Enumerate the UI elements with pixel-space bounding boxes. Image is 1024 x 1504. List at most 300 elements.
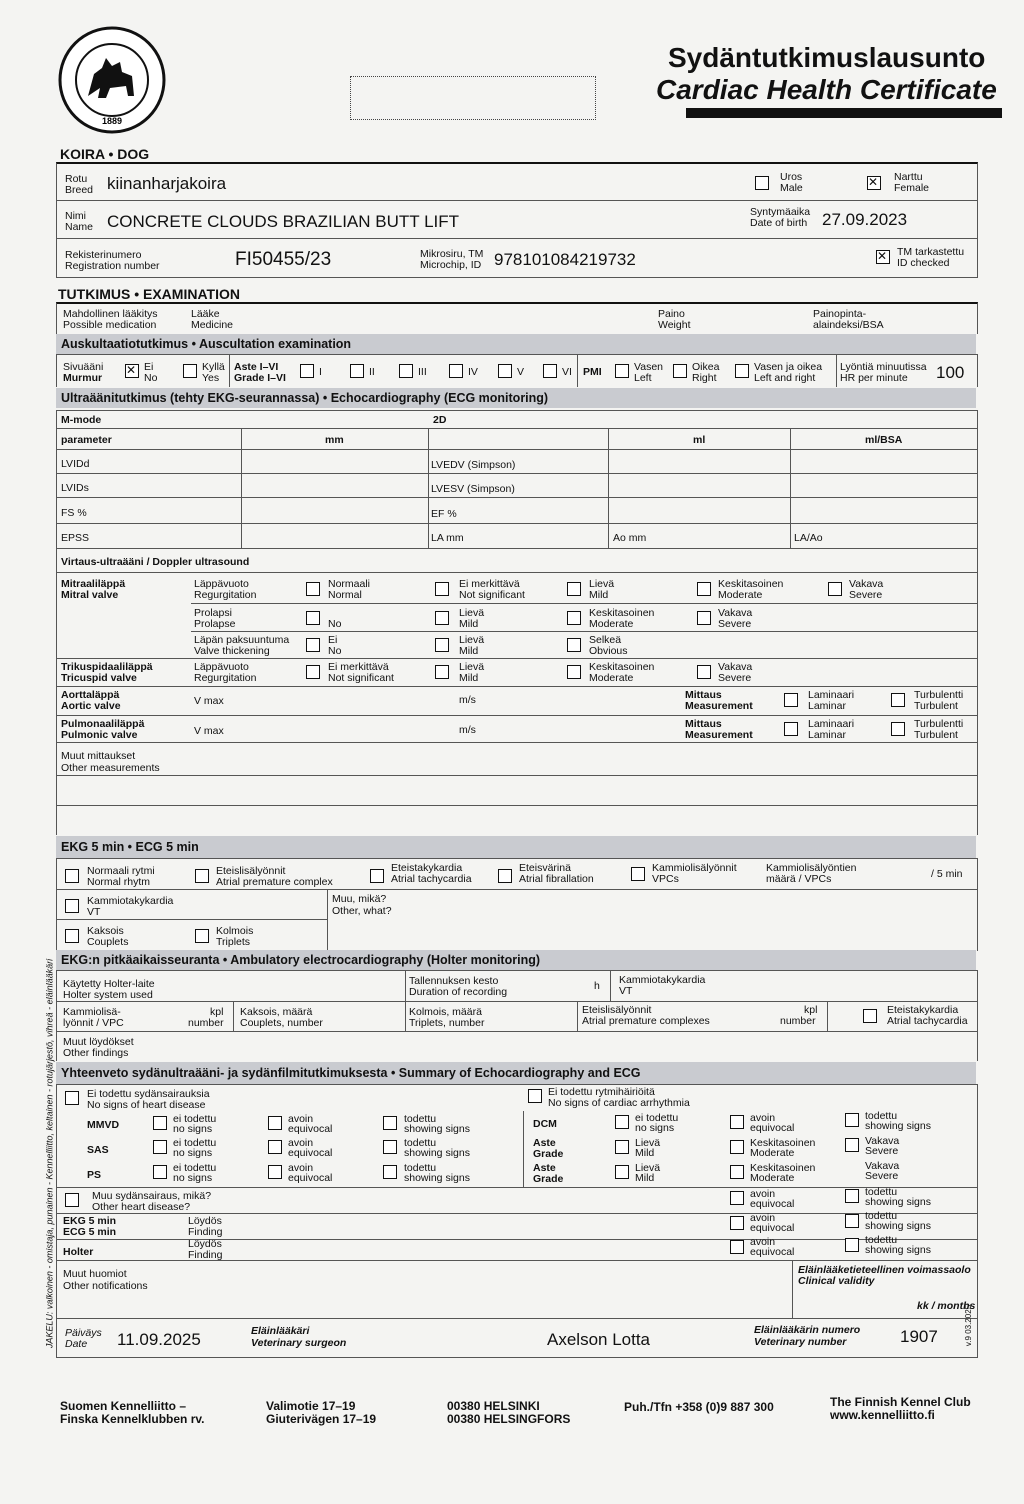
form-label: III [418,366,427,378]
form-label: I [319,366,322,378]
form-label: Laminaari [808,718,855,730]
no-arrhythmia-checkbox[interactable] [528,1089,542,1103]
form-label: Severe [718,672,752,684]
form-label: ml [693,434,706,446]
form-label: mm [325,434,344,446]
form-label: Left and right [754,372,816,384]
form-label: Laminaari [808,689,855,701]
kennel-club-logo [58,26,166,134]
aortic-laminar-checkbox[interactable] [784,693,798,707]
form-label: Lievä [635,1137,661,1149]
tricuspid-moderate-checkbox[interactable] [567,665,581,679]
mmvd-showing-checkbox[interactable] [383,1116,397,1130]
dcm-equivocal-checkbox[interactable] [730,1115,744,1129]
form-label: h [594,980,600,992]
ps-notseen-checkbox[interactable] [153,1165,167,1179]
form-label: Triplets, number [409,1017,485,1029]
form-label: Muut huomiot [63,1268,127,1280]
form-label: Nimi [65,210,86,222]
form-label: Aortic valve [61,700,121,712]
form-label: Löydös [188,1215,222,1227]
doppler-title: Virtaus-ultraääni / Doppler ultrasound [61,556,250,568]
form-label: Mikrosiru, TM [420,248,484,260]
surgeon-value: Axelson Lotta [547,1330,651,1349]
breed-value: kiinanharjakoira [107,174,227,193]
form-label: todettu [865,1234,898,1246]
sas-equivocal-checkbox[interactable] [268,1140,282,1154]
ps-showing-checkbox[interactable] [383,1165,397,1179]
form-label: Left [634,372,652,384]
form-label: Mild [635,1172,655,1184]
dog-row-1 [56,162,978,202]
form-label: Date [65,1338,88,1350]
form-label: Turbulentti [914,689,964,701]
form-label: Measurement [685,729,753,741]
form-label: HR per minute [840,372,908,384]
form-label: todettu [865,1186,898,1198]
form-label: kk / months [917,1300,976,1312]
sas-grade-severe-checkbox[interactable] [845,1138,859,1152]
pulmonic-turbulent-checkbox[interactable] [891,722,905,736]
form-label: Murmur [63,372,103,384]
form-label: kpl [210,1006,224,1018]
mitral-regurg-severe-checkbox[interactable] [828,582,842,596]
form-label: Severe [849,589,883,601]
form-label: Lyöntiä minuutissa [840,361,927,373]
form-label: Measurement [685,700,753,712]
form-label: Prolapse [194,618,236,630]
pulmonic-laminar-checkbox[interactable] [784,722,798,736]
form-label: Vakava [718,661,753,673]
mmvd-notseen-checkbox[interactable] [153,1116,167,1130]
form-label: Ei todettu rytmihäiriöitä [548,1086,655,1098]
holter-equivocal-checkbox[interactable] [730,1240,744,1254]
mitral-regurg-notsig-checkbox[interactable] [435,582,449,596]
sas-notseen-checkbox[interactable] [153,1140,167,1154]
title-rule [686,108,1002,118]
form-label: number [188,1017,224,1029]
ecg-vpc-checkbox[interactable] [631,867,645,881]
form-label: alaindeksi/BSA [813,319,884,331]
form-label: PMI [583,366,602,378]
form-label: Vakava [718,607,753,619]
tricuspid-mild-checkbox[interactable] [435,665,449,679]
form-label: Weight [658,319,691,331]
form-label: Keskitasoinen [589,661,655,673]
form-label: Keskitasoinen [750,1137,816,1149]
form-label: equivocal [288,1123,333,1135]
form-label: LVIDd [61,458,90,470]
form-label: Regurgitation [194,589,257,601]
form-label: Ei merkittävä [459,578,520,590]
form-label: Mild [589,589,609,601]
dog-row-3 [56,238,978,278]
form-label: VPCs [652,873,679,885]
form-label: Female [894,182,930,194]
grade-5-checkbox[interactable] [498,364,512,378]
ecg-apc-checkbox[interactable] [195,869,209,883]
form-label: Oikea [692,361,720,373]
form-label: Läpän paksuuntuma [194,634,290,646]
sas-grade-mild-checkbox[interactable] [615,1140,629,1154]
form-label: Lievä [589,578,615,590]
ps-equivocal-checkbox[interactable] [268,1165,282,1179]
form-label: ECG 5 min [63,1226,117,1238]
ecg-at-checkbox[interactable] [370,869,384,883]
echo-table [56,428,978,549]
form-label: Sivuääni [63,361,104,373]
form-label: Mitraaliläppä [61,578,126,590]
form-label: VT [87,906,101,918]
ecg-header: EKG 5 min • ECG 5 min [56,836,976,858]
form-label: Veterinary number [754,1336,847,1348]
dog-row-2 [56,200,978,239]
form-label: Keskitasoinen [718,578,784,590]
form-label: määrä / VPCs [766,873,832,885]
thickening-mild-checkbox[interactable] [435,638,449,652]
form-label: avoin [750,1188,776,1200]
form-label: Normal rhytm [87,876,151,888]
form-label: Moderate [718,589,763,601]
form-label: Moderate [750,1147,795,1159]
form-label: Kammiolisä- [63,1006,121,1018]
date-value: 11.09.2025 [117,1330,201,1349]
form-label: EF % [431,508,457,520]
tricuspid-severe-checkbox[interactable] [697,665,711,679]
holter-block [56,970,978,1061]
form-label: Päiväys [65,1327,102,1339]
form-label: Aste [533,1162,556,1174]
form-label: Aorttaläppä [61,689,120,701]
form-label: Läppävuoto [194,661,249,673]
form-label: showing signs [865,1244,931,1256]
mitral-regurg-mild-checkbox[interactable] [567,582,581,596]
form-label: todettu [404,1113,437,1125]
form-label: Painopinta- [813,308,867,320]
form-label: Lääke [191,308,220,320]
male-checkbox[interactable] [755,176,769,190]
form-label: Rotu [65,173,88,185]
form-label: Not significant [328,672,394,684]
form-label: Other findings [63,1047,129,1059]
form-label: Registration number [65,260,160,272]
auscultation-header: Auskultaatiotutkimus • Auscultation examination [56,334,976,354]
form-label: Couplets, number [240,1017,323,1029]
form-label: Eteislisälyönnit [582,1004,652,1016]
pmi-left-checkbox[interactable] [615,364,629,378]
aortic-turbulent-checkbox[interactable] [891,693,905,707]
chip-value: 978101084219732 [494,250,636,269]
dcm-showing-checkbox[interactable] [845,1113,859,1127]
ps-grade-moderate-checkbox[interactable] [730,1165,744,1179]
form-label: Eläinlääketieteellinen voimassaolo [798,1264,971,1276]
dcm-notseen-checkbox[interactable] [615,1115,629,1129]
thickening-obvious-checkbox[interactable] [567,638,581,652]
form-label: Atrial premature complex [216,876,333,888]
title-en: Cardiac Health Certificate [656,74,997,105]
form-label: ei todettu [173,1113,217,1125]
grade-6-checkbox[interactable] [543,364,557,378]
form-label: Lievä [459,634,485,646]
form-label: Selkeä [589,634,622,646]
form-label: ei todettu [173,1162,217,1174]
form-label: Kammiotakykardia [87,895,174,907]
form-label: TM tarkastettu [897,246,965,258]
form-label: no signs [173,1123,213,1135]
other-disease-checkbox[interactable] [65,1193,79,1207]
form-label: Couplets [87,936,129,948]
heart-rate-value: 100 [936,363,965,382]
other-equivocal-checkbox[interactable] [730,1191,744,1205]
mmvd-equivocal-checkbox[interactable] [268,1116,282,1130]
form-label: Kyllä [202,361,225,373]
form-label: parameter [61,434,112,446]
form-label: Clinical validity [798,1275,875,1287]
form-label: EPSS [61,532,90,544]
pmi-left-right-checkbox[interactable] [735,364,749,378]
ecg-af-checkbox[interactable] [498,869,512,883]
form-label: Mittaus [685,689,722,701]
form-label: Grade [533,1148,564,1160]
ecg-showing-checkbox[interactable] [845,1214,859,1228]
form-label: avoin [288,1137,314,1149]
form-label: Turbulent [914,729,958,741]
form-label: Löydös [188,1238,222,1250]
murmur-yes-checkbox[interactable] [183,364,197,378]
footer-web[interactable]: www.kennelliitto.fi [830,1408,935,1422]
form-label: LVIDs [61,482,89,494]
form-label: Lievä [459,661,485,673]
form-label: Ei [328,634,338,646]
summary-block [56,1084,978,1261]
form-label: Breed [65,184,94,196]
form-label: Turbulentti [914,718,964,730]
form-label: Other notifications [63,1280,148,1292]
form-label: Mitral valve [61,589,119,601]
form-label: Lievä [459,607,485,619]
form-label: Microchip, ID [420,259,482,271]
form-label: Ei todettu sydänsairauksia [87,1088,210,1100]
form-label: equivocal [288,1172,333,1184]
form-label: Not significant [459,589,525,601]
grade-4-checkbox[interactable] [449,364,463,378]
form-label: Eläinlääkäri [251,1325,310,1337]
form-label: EKG 5 min [63,1215,117,1227]
form-label: equivocal [288,1147,333,1159]
grade-3-checkbox[interactable] [399,364,413,378]
form-label: kpl [804,1004,818,1016]
prolapse-no-checkbox[interactable] [306,611,320,625]
mitral-regurg-moderate-checkbox[interactable] [697,582,711,596]
form-label: Kolmois [216,925,254,937]
svg-text:1889: 1889 [101,116,123,126]
holter-at-checkbox[interactable] [863,1009,877,1023]
exam-section-title: TUTKIMUS • EXAMINATION [58,286,240,302]
form-label: Name [65,221,94,233]
form-label: Muut mittaukset [61,750,136,762]
form-label: m/s [459,724,476,736]
form-label: no signs [635,1122,675,1134]
form-label: Vakava [865,1160,900,1172]
prolapse-severe-checkbox[interactable] [697,611,711,625]
echo-header: Ultraäänitutkimus (tehty EKG-seurannassa) • Echocardiography (ECG monitoring) [56,388,976,408]
form-label: avoin [288,1113,314,1125]
form-label: Trikuspidaaliläppä [61,661,153,673]
form-label: Other measurements [61,762,160,774]
ecg-couplets-checkbox[interactable] [65,929,79,943]
form-label: VT [619,985,633,997]
form-label: Kaksois, määrä [240,1006,313,1018]
footer-address: Valimotie 17–19 Giuterivägen 17–19 [266,1399,377,1426]
form-label: lyönnit / VPC [63,1017,124,1029]
vet-number-value: 1907 [900,1327,938,1346]
form-label: no signs [173,1172,213,1184]
form-label: No [328,645,342,657]
form-label: Mahdollinen lääkitys [63,308,158,320]
form-label: Uros [780,171,803,183]
form-label: Tallennuksen kesto [409,975,499,987]
holter-showing-checkbox[interactable] [845,1238,859,1252]
form-label: Kammiolisälyöntien [766,862,857,874]
form-label: avoin [750,1112,776,1124]
form-label: Syntymäaika [750,206,811,218]
form-label: Keskitasoinen [750,1162,816,1174]
form-label: showing signs [865,1220,931,1232]
other-showing-checkbox[interactable] [845,1189,859,1203]
murmur-no-checkbox[interactable] [125,364,139,378]
other-measurements [56,742,978,835]
sas-showing-checkbox[interactable] [383,1140,397,1154]
form-label: Valve thickening [194,645,270,657]
ps-grade-mild-checkbox[interactable] [615,1165,629,1179]
form-label: todettu [865,1210,898,1222]
signature-block [56,1318,978,1358]
ecg-equivocal-checkbox[interactable] [730,1216,744,1230]
form-label: Possible medication [63,319,157,331]
form-label: Severe [865,1145,899,1157]
form-label: Aste I–VI [234,361,279,373]
form-label: Finding [188,1226,223,1238]
form-label: avoin [750,1236,776,1248]
distribution-note: JAKELU: valkoinen - omistaja, punainen - Kennelliitto, keltainen - rotujärjestö, vihreä - eläinlääkäri [44,958,55,1349]
form-label: Vakava [865,1135,900,1147]
form-label: Keskitasoinen [589,607,655,619]
form-label: Moderate [750,1172,795,1184]
form-label: Triplets [216,936,251,948]
form-label: Duration of recording [409,986,508,998]
form-label: equivocal [750,1222,795,1234]
form-label: Läppävuoto [194,578,249,590]
form-label: Veterinary surgeon [251,1337,347,1349]
tricuspid-notsig-checkbox[interactable] [306,665,320,679]
form-label: equivocal [750,1246,795,1258]
prolapse-mild-checkbox[interactable] [435,611,449,625]
form-label: Eteistakykardia [391,862,463,874]
form-label: equivocal [750,1198,795,1210]
holter-header: EKG:n pitkäaikaisseuranta • Ambulatory electrocardiography (Holter monitoring) [56,950,976,970]
form-label: number [780,1015,816,1027]
grade-2-checkbox[interactable] [350,364,364,378]
form-label: Prolapsi [194,607,232,619]
form-label: Atrial premature complexes [582,1015,710,1027]
form-label: MMVD [87,1119,120,1131]
form-label: Kolmois, määrä [409,1006,482,1018]
form-label: Tricuspid valve [61,672,137,684]
form-label: Severe [865,1170,899,1182]
form-label: Eteisvärinä [519,862,571,874]
form-label: showing signs [404,1123,470,1135]
form-label: Eteislisälyönnit [216,865,286,877]
form-label: Muu, mikä? [332,893,387,905]
dob-value: 27.09.2023 [822,210,908,229]
stamp-box [350,76,596,120]
form-label: V [517,366,525,378]
form-label: DCM [533,1118,557,1130]
prolapse-moderate-checkbox[interactable] [567,611,581,625]
pmi-right-checkbox[interactable] [673,364,687,378]
sas-grade-moderate-checkbox[interactable] [730,1140,744,1154]
form-label: Grade I–VI [234,372,286,384]
form-label: VI [562,366,572,378]
form-label: Grade [533,1173,564,1185]
form-label: FS % [61,507,87,519]
form-label: No [144,372,158,384]
mitral-regurg-normal-checkbox[interactable] [306,582,320,596]
form-label: Ao mm [613,532,647,544]
form-label: showing signs [404,1172,470,1184]
ecg-normal-checkbox[interactable] [65,869,79,883]
form-label: Mittaus [685,718,722,730]
form-label: Ei [144,361,154,373]
form-label: Atrial tachycardia [887,1015,968,1027]
form-label: Rekisterinumero [65,249,142,261]
form-label: IV [468,366,478,378]
notes-block [56,1260,978,1319]
form-label: todettu [865,1110,898,1122]
version-note: v.9 03.2025 [964,1304,974,1347]
form-label: Medicine [191,319,234,331]
form-label: Eteistakykardia [887,1004,959,1016]
form-label: Paino [658,308,685,320]
form-label: No signs of cardiac arrhythmia [548,1097,690,1109]
form-label: Male [780,182,803,194]
form-label: Aste [533,1137,556,1149]
ecg-triplets-checkbox[interactable] [195,929,209,943]
form-label: No signs of heart disease [87,1099,206,1111]
thickening-no-checkbox[interactable] [306,638,320,652]
form-label: Turbulent [914,700,958,712]
form-label: PS [87,1169,102,1181]
no-heart-disease-checkbox[interactable] [65,1091,79,1105]
form-label: todettu [404,1162,437,1174]
form-label: Regurgitation [194,672,257,684]
form-label: Pulmonaaliläppä [61,718,145,730]
footer-club: The Finnish Kennel Club www.kennelliitto.fi [830,1395,971,1422]
form-label: Lievä [635,1162,661,1174]
female-checkbox[interactable] [867,176,881,190]
form-label: / 5 min [931,868,963,880]
ecg-vt-checkbox[interactable] [65,899,79,913]
form-label: avoin [750,1212,776,1224]
form-label: ei todettu [173,1137,217,1149]
form-label: Muu sydänsairaus, mikä? [92,1190,212,1202]
form-label: SAS [87,1144,109,1156]
form-label: Holter system used [63,989,153,1001]
id-checked-checkbox[interactable] [876,250,890,264]
grade-1-checkbox[interactable] [300,364,314,378]
form-label: Moderate [589,672,634,684]
form-label: Obvious [589,645,628,657]
